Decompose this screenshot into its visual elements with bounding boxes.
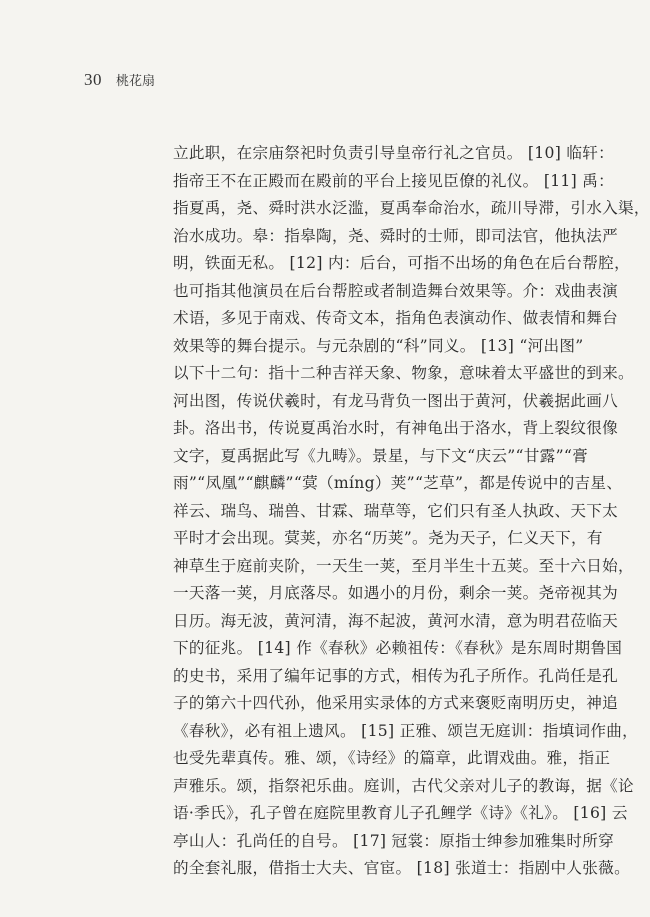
notes-line: 祥云、瑞鸟、瑞兽、甘霖、瑞草等，它们只有圣人执政、天下太 [173,501,619,520]
notes-line: 的史书，采用了编年记事的方式，相传为孔子所作。孔尚任是孔 [173,666,619,685]
notes-line: 术语，多见于南戏、传奇文本，指角色表演动作、做表情和舞台 [173,309,619,327]
notes-line: 一天落一荚，月底落尽。如遇小的月份，剩余一荚。尧帝视其为 [173,584,619,602]
annotation-notes [173,140,650,883]
notes-line: 子的第六十四代孙，他采用实录体的方式来褒贬南明历史，神追 [173,694,619,712]
page-number: 30 [84,70,102,89]
running-header [84,70,155,90]
notes-line: 文字，夏禹据此写《九畴》。景星，与下文“庆云”“甘露”“膏 [173,446,589,465]
notes-line: 治水成功。皋：指皋陶，尧、舜时的士师，即司法官，他执法严 [173,226,619,245]
notes-line: 卦。洛出书，传说夏禹治水时，有神龟出于洛水，背上裂纹很像 [173,419,619,437]
notes-line: 河出图，传说伏羲时，有龙马背负一图出于黄河，伏羲据此画八 [173,391,619,410]
notes-line: 也可指其他演员在后台帮腔或者制造舞台效果等。介：戏曲表演 [173,281,619,300]
notes-line: 明，铁面无私。 [12] 内：后台，可指不出场的角色在后台帮腔， [173,254,630,272]
notes-line: 亭山人：孔尚任的自号。 [17] 冠裳：原指士绅参加雅集时所穿 [173,831,615,850]
notes-line: 声雅乐。颂，指祭祀乐曲。庭训，古代父亲对儿子的教诲，据《论 [173,776,634,795]
notes-line: 语·季氏》，孔子曾在庭院里教育儿子孔鲤学《诗》《礼》。 [16] 云 [173,804,628,822]
notes-line: 立此职，在宗庙祭祀时负责引导皇帝行礼之官员。 [10] 临轩： [173,144,615,162]
notes-line: 的全套礼服，借指士大夫、官宦。 [18] 张道士：指剧中人张薇。 [173,859,630,877]
notes-line: 指帝王不在正殿而在殿前的平台上接见臣僚的礼仪。 [11] 禹： [173,171,615,190]
notes-line: 以下十二句：指十二种吉祥天象、物象，意味着太平盛世的到来。 [173,364,634,382]
notes-line: 平时才会出现。蓂荚，亦名“历荚”。尧为天子，仁义天下，有 [173,529,603,547]
notes-line: 《春秋》，必有祖上遗风。 [15] 正雅、颂岂无庭训：指填词作曲， [173,721,639,740]
book-title: 桃花扇 [116,74,156,89]
notes-line: 下的征兆。 [14] 作《春秋》必赖祖传：《春秋》是东周时期鲁国 [173,639,623,657]
notes-line: 日历。海无波，黄河清，海不起波，黄河水清，意为明君莅临天 [173,611,619,630]
notes-line: 效果等的舞台提示。与元杂剧的“科”同义。 [13] “河出图” [173,336,584,355]
notes-line: 雨”“凤凰”“麒麟”“蓂（míng）荚”“芝草”，都是传说中的吉星、 [173,474,623,492]
notes-line: 指夏禹，尧、舜时洪水泛滥，夏禹奉命治水，疏川导滞，引水入渠， [173,199,650,217]
notes-line: 神草生于庭前夹阶，一天生一荚，至月半生十五荚。至十六日始， [173,556,634,575]
notes-line: 也受先辈真传。雅、颂，《诗经》的篇章，此谓戏曲。雅，指正 [173,749,611,767]
